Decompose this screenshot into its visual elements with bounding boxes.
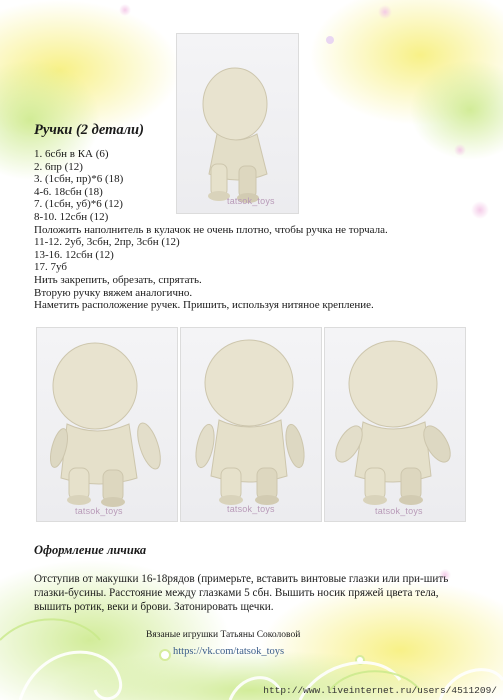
instruction-line: Вторую ручку вяжем аналогично. [34, 286, 193, 299]
instruction-line: Нить закрепить, обрезать, спрятать. [34, 273, 202, 286]
section-title-face: Оформление личика [34, 543, 147, 557]
footer-url: http://www.liveinternet.ru/users/4511209/ [263, 685, 497, 696]
instruction-line: 7. (1сбн, уб)*6 (12) [34, 198, 123, 211]
watermark: tatsok_toys [227, 196, 275, 206]
instruction-line: 13-16. 12сбн (12) [34, 248, 114, 261]
author-credit: Вязаные игрушки Татьяны Соколовой [146, 630, 301, 640]
instruction-line: 17. 7уб [34, 261, 67, 274]
toy-front-right-illustration [325, 328, 465, 521]
photo-toy-front-left [37, 328, 177, 521]
instruction-line: 2. 6пр (12) [34, 160, 83, 173]
instruction-line: 1. 6сбн в КА (6) [34, 148, 109, 160]
watermark: tatsok_toys [227, 504, 275, 514]
watermark: tatsok_toys [75, 506, 123, 516]
instruction-line: 3. (1сбн, пр)*6 (18) [34, 173, 124, 186]
arms-instructions [34, 148, 474, 312]
instruction-line: 4-6. 18сбн (18) [34, 185, 103, 198]
instruction-line: 11-12. 2уб, 3сбн, 2пр, 3сбн (12) [34, 236, 180, 249]
instruction-line: 8-10. 12сбн (12) [34, 210, 109, 223]
toy-front-center-illustration [181, 328, 321, 521]
photo-toy-front-right [325, 328, 465, 521]
instruction-line: Наметить расположение ручек. Пришить, используя нитяное крепление. [34, 299, 374, 312]
instruction-line: Положить наполнитель в кулачок не очень плотно, чтобы ручка не торчала. [34, 223, 388, 236]
vk-link[interactable]: https://vk.com/tatsok_toys [173, 646, 285, 657]
watermark: tatsok_toys [375, 506, 423, 516]
toy-front-left-illustration [37, 328, 177, 521]
section-title-arms: Ручки (2 детали) [34, 122, 144, 138]
photo-toy-front-center [181, 328, 321, 521]
face-instructions: Отступив от макушки 16-18рядов (примерьте, вставить винтовые глазки или при-шить глазки-бусины. Расстояние между глазками 5 сбн. Вышить носик пряжей цвета тела, вышить ротик, веки и брови. Затонировать щечки. [34, 573, 449, 613]
